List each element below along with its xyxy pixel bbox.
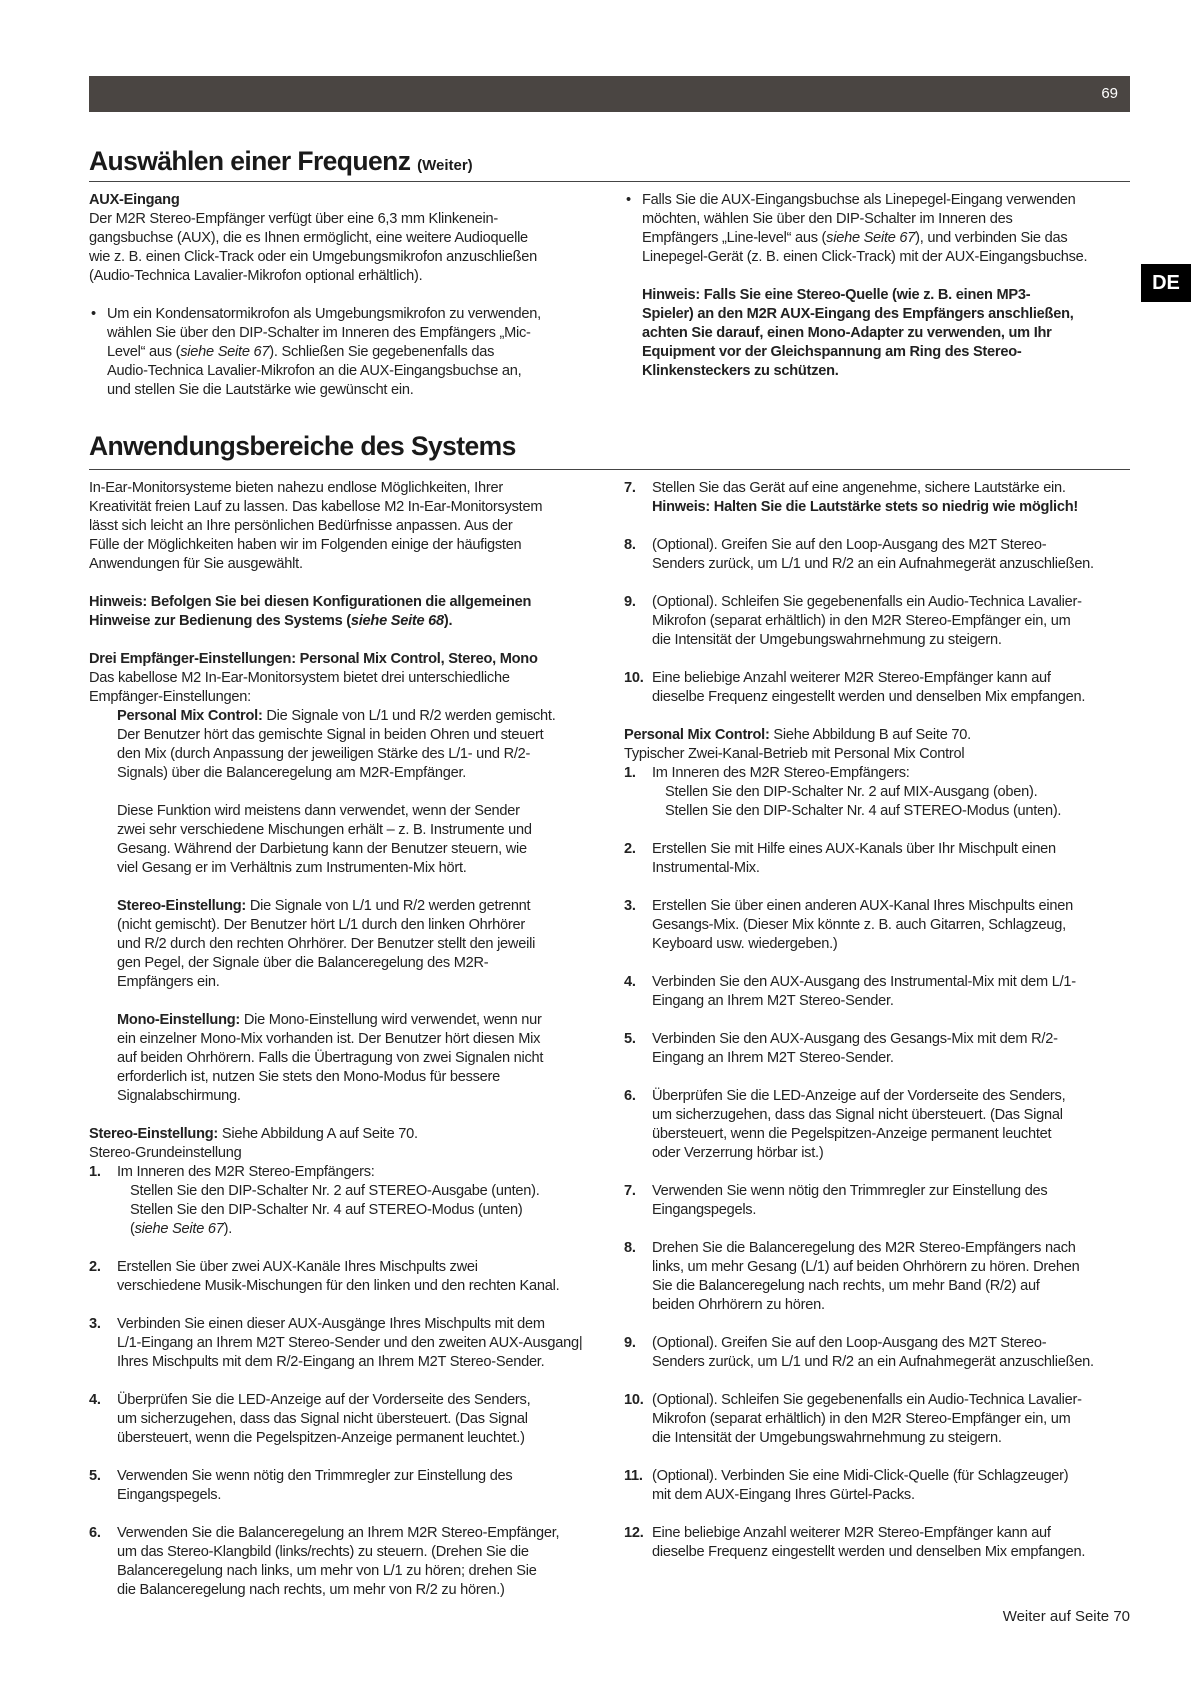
step-text-line: Verwenden Sie die Balanceregelung an Ihrem M2R Stereo-Empfänger, xyxy=(117,1525,560,1541)
step-item xyxy=(624,669,1134,707)
step-text-line: (Optional). Schleifen Sie gegebenenfalls ein Audio-Technica Lavalier- xyxy=(652,594,1082,610)
stereo-steps-continued xyxy=(624,536,1134,726)
step-text-line: Balanceregelung nach links, um mehr von L/1 zu hören; drehen Sie xyxy=(117,1563,537,1579)
step-text-line: Eingang an Ihrem M2T Stereo-Sender. xyxy=(652,993,894,1009)
step-number: 5. xyxy=(89,1468,101,1484)
modes-heading: Drei Empfänger-Einstellungen: Personal Mix Control, Stereo, Mono xyxy=(89,651,538,667)
step-number: 4. xyxy=(89,1392,101,1408)
text-line: Level“ aus (siehe Seite 67). Schließen Sie gegebenenfalls das xyxy=(107,344,495,360)
text-line: Der M2R Stereo-Empfänger verfügt über eine 6,3 mm Klinkenein- xyxy=(89,211,498,227)
step-item: 1. Im Inneren des M2R Stereo-Empfängers: Stellen Sie den DIP-Schalter Nr. 2 auf MIX-Ausgang (oben). Stellen Sie den DIP-Schalter Nr. 4 auf STEREO-Modus (unten). xyxy=(624,765,1062,819)
page-reference: siehe Seite 67 xyxy=(180,344,270,360)
pmc-setup-heading: Personal Mix Control: Siehe Abbildung B auf Seite 70. xyxy=(624,727,971,743)
step-text-line: Sie die Balanceregelung nach rechts, um mehr Band (R/2) auf xyxy=(652,1278,1040,1294)
step-number: 9. xyxy=(624,594,636,610)
step-number: 7. xyxy=(624,1183,636,1199)
step-text-line: Erstellen Sie mit Hilfe eines AUX-Kanals über Ihr Mischpult einen xyxy=(652,841,1056,857)
page-number: 69 xyxy=(1101,85,1118,102)
aux-left-column xyxy=(89,191,594,400)
step-text-line: Ihres Mischpults mit dem R/2-Eingang an Ihrem M2T Stereo-Sender. xyxy=(117,1354,545,1370)
aux-right-column xyxy=(624,191,1134,381)
step-text-line: (Optional). Greifen Sie auf den Loop-Ausgang des M2T Stereo- xyxy=(652,537,1047,553)
step-text-line: (Optional). Schleifen Sie gegebenenfalls ein Audio-Technica Lavalier- xyxy=(652,1392,1082,1408)
stereo-steps xyxy=(89,1258,594,1619)
step-item xyxy=(624,1467,1134,1505)
step-text-line: (Optional). Verbinden Sie eine Midi-Click-Quelle (für Schlagzeuger) xyxy=(652,1468,1069,1484)
step-text-line: Eingangspegels. xyxy=(117,1487,222,1503)
step-text-line: Erstellen Sie über einen anderen AUX-Kanal Ihres Mischpults einen xyxy=(652,898,1074,914)
text-line: Das kabellose M2 In-Ear-Monitorsystem bietet drei unterschiedliche xyxy=(89,670,510,686)
step-item xyxy=(624,1182,1134,1220)
step-item xyxy=(624,1524,1134,1562)
step-item xyxy=(624,1087,1134,1163)
applications-right-column xyxy=(624,479,1134,1581)
text-line: In-Ear-Monitorsysteme bieten nahezu endlose Möglichkeiten, Ihrer xyxy=(89,480,503,496)
step-item xyxy=(89,1524,594,1600)
step-number: 5. xyxy=(624,1031,636,1047)
step-text-line: Senders zurück, um L/1 und R/2 an ein Aufnahmegerät anzuschließen. xyxy=(652,1354,1094,1370)
step-text-line: Überprüfen Sie die LED-Anzeige auf der Vorderseite des Senders, xyxy=(117,1392,531,1408)
text-line: Falls Sie die AUX-Eingangsbuchse als Linepegel-Eingang verwenden xyxy=(642,192,1076,208)
text-line: gangsbuchse (AUX), die es Ihnen ermöglicht, eine weitere Audioquelle xyxy=(89,230,528,246)
step-text-line: übersteuert, wenn die Pegelspitzen-Anzeige permanent leuchtet.) xyxy=(117,1430,525,1446)
mode-stereo: Stereo-Einstellung: Die Signale von L/1 und R/2 werden getrennt (nicht gemischt). Der Benutzer hört L/1 durch den linken Ohrhörer und R/2 durch den rechten Ohrhörer. Der Benutzer stellt den jeweili gen Pegel, der Signale über die Balanceregelung des M2R- Empfängers ein. xyxy=(117,898,536,990)
step-text-line: Mikrofon (separat erhältlich) in den M2R Stereo-Empfänger ein, um xyxy=(652,1411,1071,1427)
step-number: 10. xyxy=(624,1392,644,1408)
step-item xyxy=(89,1315,594,1372)
step-text-line: Drehen Sie die Balanceregelung des M2R Stereo-Empfängers nach xyxy=(652,1240,1076,1256)
text-line: (Audio-Technica Lavalier-Mikrofon optional erhältlich). xyxy=(89,268,423,284)
step-text-line: L/1-Eingang an Ihrem M2T Stereo-Sender und den zweiten AUX-Ausgang| xyxy=(117,1335,583,1351)
step-text-line: oder Verzerrung hörbar ist.) xyxy=(652,1145,824,1161)
bullet-mark: • xyxy=(626,192,631,208)
step-number: 6. xyxy=(89,1525,101,1541)
text-line: lässt sich leicht an Ihre persönlichen Bedürfnisse anpassen. Aus der xyxy=(89,518,513,534)
step-number: 3. xyxy=(624,898,636,914)
text-line: Um ein Kondensatormikrofon als Umgebungsmikrofon zu verwenden, xyxy=(107,306,541,322)
step-number: 6. xyxy=(624,1088,636,1104)
step-item xyxy=(624,536,1134,574)
step-item: 7. Stellen Sie das Gerät auf eine angenehme, sichere Lautstärke ein. Hinweis: Halten Sie die Lautstärke stets so niedrig wie möglich! xyxy=(624,479,1134,517)
step-item xyxy=(624,1030,1134,1068)
step-text-line: Verwenden Sie wenn nötig den Trimmregler zur Einstellung des xyxy=(117,1468,513,1484)
step-item: 1. Im Inneren des M2R Stereo-Empfängers: Stellen Sie den DIP-Schalter Nr. 2 auf STEREO-Ausgabe (unten). Stellen Sie den DIP-Schalter Nr. 4 auf STEREO-Modus (unten) (siehe Seite 67). xyxy=(89,1164,540,1237)
step-text-line: Erstellen Sie über zwei AUX-Kanäle Ihres Mischpults zwei xyxy=(117,1259,478,1275)
section-title-applications: Anwendungsbereiche des Systems xyxy=(89,431,516,461)
section-rule xyxy=(89,181,1130,182)
step-text-line: (Optional). Greifen Sie auf den Loop-Ausgang des M2T Stereo- xyxy=(652,1335,1047,1351)
section-title-frequency: Auswählen einer Frequenz (Weiter) xyxy=(89,146,473,176)
step-text-line: Senders zurück, um L/1 und R/2 an ein Aufnahmegerät anzuschließen. xyxy=(652,556,1094,572)
step-text-line: übersteuert, wenn die Pegelspitzen-Anzeige permanent leuchtet xyxy=(652,1126,1052,1142)
step-text-line: Keyboard usw. wiedergeben.) xyxy=(652,936,838,952)
text-line: wählen Sie über den DIP-Schalter im Inneren des Empfängers „Mic- xyxy=(107,325,531,341)
title-suffix: (Weiter) xyxy=(417,157,473,174)
step-number: 12. xyxy=(624,1525,644,1541)
page-reference: siehe Seite 67 xyxy=(826,230,916,246)
step-text-line: Verbinden Sie den AUX-Ausgang des Instrumental-Mix mit dem L/1- xyxy=(652,974,1076,990)
step-number: 11. xyxy=(624,1468,643,1484)
step-text-line: die Intensität der Umgebungswahrnehmung zu steigern. xyxy=(652,632,1002,648)
text-line: Empfänger-Einstellungen: xyxy=(89,689,251,705)
step-text-line: Eingangspegels. xyxy=(652,1202,757,1218)
step-number: 3. xyxy=(89,1316,101,1332)
step-text-line: beiden Ohrhörern zu hören. xyxy=(652,1297,825,1313)
step-text-line: dieselbe Frequenz eingestellt werden und denselben Mix empfangen. xyxy=(652,1544,1086,1560)
language-tab: DE xyxy=(1141,264,1191,302)
pmc-steps xyxy=(624,840,1134,1581)
step-item xyxy=(89,1391,594,1448)
step-number: 4. xyxy=(624,974,636,990)
bullet-mark: • xyxy=(91,306,96,322)
text-line: möchten, wählen Sie über den DIP-Schalter im Inneren des xyxy=(642,211,1013,227)
step-item xyxy=(624,1334,1134,1372)
step-item xyxy=(624,973,1134,1011)
stereo-source-note: Hinweis: Falls Sie eine Stereo-Quelle (wie z. B. einen MP3- Spieler) an den M2R AUX-Eingang des Empfängers anschließen, achten Sie darauf, einen Mono-Adapter zu verwenden, um Ihr Equipment vor der Gleichspannung am Ring des Stereo- Klinkensteckers zu schützen. xyxy=(642,287,1074,379)
text-line: wie z. B. einen Click-Track oder ein Umgebungsmikrofon anzuschließen xyxy=(89,249,538,265)
step-number: 10. xyxy=(624,670,644,686)
step-text-line: die Balanceregelung nach rechts, um mehr von R/2 zu hören.) xyxy=(117,1582,505,1598)
text-line: Fülle der Möglichkeiten haben wir im Folgenden einige der häufigsten xyxy=(89,537,522,553)
step-item xyxy=(89,1467,594,1505)
text-line: Kreativität freien Lauf zu lassen. Das kabellose M2 In-Ear-Monitorsystem xyxy=(89,499,543,515)
bullet-item xyxy=(624,191,1134,267)
header-bar xyxy=(89,76,1130,112)
step-text-line: Gesangs-Mix. (Dieser Mix könnte z. B. auch Gitarren, Schlagzeug, xyxy=(652,917,1066,933)
step-item xyxy=(624,593,1134,650)
step-number: 2. xyxy=(624,841,636,857)
step-text-line: um sicherzugehen, dass das Signal nicht übersteuert. (Das Signal xyxy=(117,1411,528,1427)
step-text-line: Eine beliebige Anzahl weiterer M2R Stereo-Empfänger kann auf xyxy=(652,1525,1051,1541)
pmc-setup-subheading: Typischer Zwei-Kanal-Betrieb mit Personal Mix Control xyxy=(624,746,965,762)
step-number: 9. xyxy=(624,1335,636,1351)
mode-personal-mix: Personal Mix Control: Die Signale von L/1 und R/2 werden gemischt. Der Benutzer hört das gemischte Signal in beiden Ohren und steuert den Mix (durch Anpassung der jeweiligen Stärke des L/1- und R/2- Signals) über die Balanceregelung am M2R-Empfänger. Diese Funktion wird meistens dann verwendet, wenn der Sender zwei sehr verschiedene Mischungen erhält – z. B. Instrumente und Gesang. Während der Darbietung kann der Benutzer steuern, wie viel Gesang er im Verhältnis zum Instrumenten-Mix hört. xyxy=(117,708,556,876)
step-text-line: dieselbe Frequenz eingestellt werden und denselben Mix empfangen. xyxy=(652,689,1086,705)
stereo-setup-subheading: Stereo-Grundeinstellung xyxy=(89,1145,242,1161)
applications-left-column xyxy=(89,479,594,1619)
step-item xyxy=(89,1258,594,1296)
section-rule xyxy=(89,469,1130,470)
step-text-line: Eine beliebige Anzahl weiterer M2R Stereo-Empfänger kann auf xyxy=(652,670,1051,686)
page-reference: siehe Seite 67 xyxy=(134,1221,224,1237)
step-number: 2. xyxy=(89,1259,101,1275)
step-item xyxy=(624,840,1134,878)
step-number: 8. xyxy=(624,537,636,553)
stereo-setup-heading: Stereo-Einstellung: Siehe Abbildung A auf Seite 70. xyxy=(89,1126,418,1142)
step-text-line: Eingang an Ihrem M2T Stereo-Sender. xyxy=(652,1050,894,1066)
text-line: Audio-Technica Lavalier-Mikrofon an die AUX-Eingangsbuchse an, xyxy=(107,363,522,379)
text-line: Anwendungen für Sie ausgewählt. xyxy=(89,556,303,572)
mode-mono: Mono-Einstellung: Die Mono-Einstellung wird verwendet, wenn nur ein einzelner Mono-Mix vorhanden ist. Der Benutzer hört diesen Mix auf beiden Ohrhörern. Falls die Übertragung von zwei Signalen nicht erforderlich ist, nutzen Sie stets den Mono-Modus für bessere Signalabschirmung. xyxy=(117,1012,544,1104)
step-item xyxy=(624,897,1134,954)
step-text-line: die Intensität der Umgebungswahrnehmung zu steigern. xyxy=(652,1430,1002,1446)
step-text-line: um sicherzugehen, dass das Signal nicht übersteuert. (Das Signal xyxy=(652,1107,1063,1123)
text-line: Empfängers „Line-level“ aus (siehe Seite 67), und verbinden Sie das xyxy=(642,230,1068,246)
step-text-line: Verwenden Sie wenn nötig den Trimmregler zur Einstellung des xyxy=(652,1183,1048,1199)
text-line: und stellen Sie die Lautstärke wie gewünscht ein. xyxy=(107,382,414,398)
step-number: 8. xyxy=(624,1240,636,1256)
step-text-line: um das Stereo-Klangbild (links/rechts) zu steuern. (Drehen Sie die xyxy=(117,1544,529,1560)
step-text-line: mit dem AUX-Eingang Ihres Gürtel-Packs. xyxy=(652,1487,915,1503)
step-text-line: Überprüfen Sie die LED-Anzeige auf der Vorderseite des Senders, xyxy=(652,1088,1066,1104)
step-item xyxy=(624,1391,1134,1448)
continued-note: Weiter auf Seite 70 xyxy=(1002,1608,1130,1625)
step-text-line: links, um mehr Gesang (L/1) auf beiden Ohrhörern zu hören. Drehen xyxy=(652,1259,1080,1275)
step-text-line: verschiedene Musik-Mischungen für den linken und den rechten Kanal. xyxy=(117,1278,560,1294)
volume-note: Hinweis: Halten Sie die Lautstärke stets so niedrig wie möglich! xyxy=(652,499,1078,515)
page-reference: siehe Seite 68 xyxy=(350,613,444,629)
config-note: Hinweis: Befolgen Sie bei diesen Konfigurationen die allgemeinen xyxy=(89,594,532,610)
step-text-line: Mikrofon (separat erhältlich) in den M2R Stereo-Empfänger ein, um xyxy=(652,613,1071,629)
step-text-line: Instrumental-Mix. xyxy=(652,860,760,876)
bullet-item xyxy=(89,305,594,400)
step-text-line: Verbinden Sie den AUX-Ausgang des Gesangs-Mix mit dem R/2- xyxy=(652,1031,1058,1047)
config-note: Hinweise zur Bedienung des Systems (siehe Seite 68). xyxy=(89,613,453,629)
step-item xyxy=(624,1239,1134,1315)
step-text-line: Verbinden Sie einen dieser AUX-Ausgänge Ihres Mischpults mit dem xyxy=(117,1316,545,1332)
aux-heading: AUX-Eingang xyxy=(89,192,180,208)
text-line: Linepegel-Gerät (z. B. einen Click-Track) mit der AUX-Eingangsbuchse. xyxy=(642,249,1088,265)
